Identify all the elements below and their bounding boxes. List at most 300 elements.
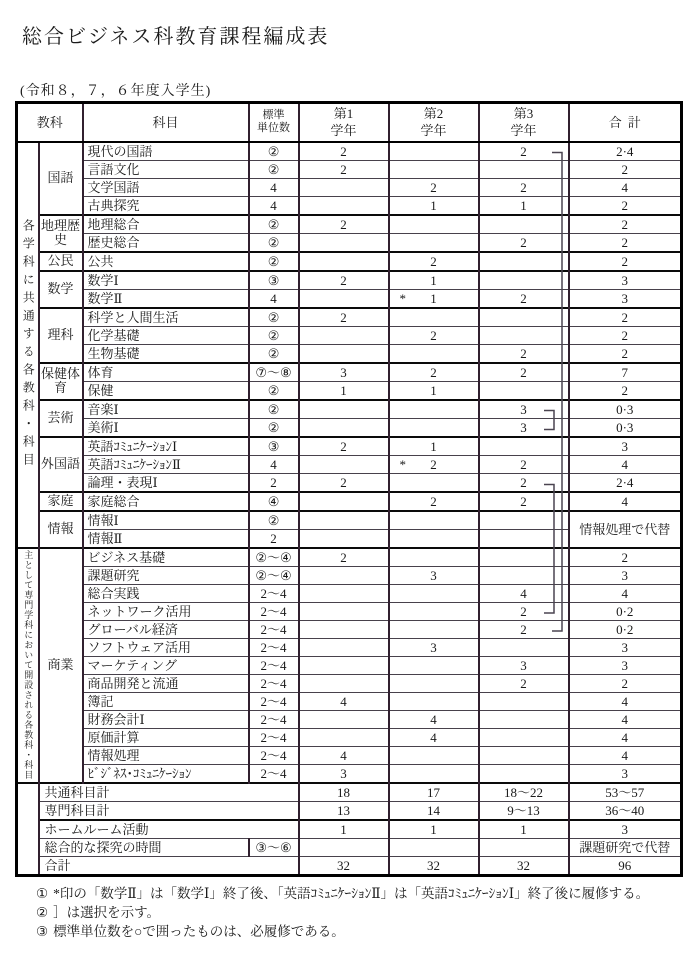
year3-cell: 9～13 — [479, 801, 569, 820]
table-row — [17, 746, 682, 764]
table-row — [17, 764, 682, 783]
credits-cell: 4 — [249, 289, 299, 308]
table-row — [17, 233, 682, 252]
footnote-marker: ① — [36, 885, 49, 901]
header-year1 — [299, 103, 389, 142]
year2-cell: 1 — [389, 820, 479, 839]
year2-cell — [389, 764, 479, 783]
section-side-label: 各学科に共通する各教科・科目 — [17, 142, 39, 548]
header-year3-bottom: 学年 — [510, 123, 537, 139]
year3-cell — [479, 764, 569, 783]
year1-cell — [299, 418, 389, 437]
year2-cell — [389, 674, 479, 692]
year3-cell — [479, 746, 569, 764]
year3-cell: 2 — [479, 142, 569, 161]
year2-cell: 1 — [389, 381, 479, 400]
table-row — [17, 548, 682, 567]
total-cell: 2 — [569, 381, 682, 400]
subject-area-cell: 商業 — [39, 548, 83, 783]
table-row — [17, 638, 682, 656]
year3-cell — [479, 326, 569, 344]
year3-cell: 2 — [479, 363, 569, 382]
credits-cell: 2～4 — [249, 710, 299, 728]
subject-cell: 家庭総合 — [83, 492, 249, 511]
footnotes — [36, 884, 696, 941]
year2-cell — [389, 584, 479, 602]
year1-cell — [299, 492, 389, 511]
table-row — [17, 511, 682, 530]
table-row — [17, 289, 682, 308]
summary-label-cell: ホームルーム活動 — [39, 820, 299, 839]
subject-cell: 情報Ⅱ — [83, 529, 249, 548]
table-row — [17, 160, 682, 178]
subject-cell: 地理総合 — [83, 215, 249, 234]
header-year3-top: 第3 — [513, 106, 534, 122]
year2-cell: 2 — [389, 492, 479, 511]
subject-cell: ソフトウェア活用 — [83, 638, 249, 656]
credits-cell: 2～4 — [249, 638, 299, 656]
year1-cell — [299, 252, 389, 271]
total-cell: 課題研究で代替 — [569, 838, 682, 856]
total-cell: 3 — [569, 764, 682, 783]
footnote-marker: ③ — [36, 923, 49, 939]
header-credits — [249, 103, 299, 142]
credits-cell: ② — [249, 308, 299, 327]
table-row — [17, 363, 682, 382]
year3-cell — [479, 511, 569, 530]
table-row — [17, 400, 682, 419]
year2-cell — [389, 400, 479, 419]
year2-cell: 1 — [389, 271, 479, 290]
credits-cell: ② — [249, 511, 299, 530]
summary-row — [17, 801, 682, 820]
subject-cell: ビジネス基礎 — [83, 548, 249, 567]
year2-cell: 2 — [389, 178, 479, 196]
year1-cell — [299, 656, 389, 674]
year1-cell — [299, 566, 389, 584]
table-row — [17, 381, 682, 400]
year1-cell — [299, 400, 389, 419]
year1-cell — [299, 674, 389, 692]
header-year1-top: 第1 — [333, 106, 354, 122]
header-subject-area: 教科 — [17, 103, 83, 142]
cohort-note: (令和８，７，６年度入学生) — [20, 84, 212, 99]
subject-cell: 古典探究 — [83, 196, 249, 215]
total-cell: 2 — [569, 674, 682, 692]
year1-cell: 32 — [299, 856, 389, 875]
total-cell: 3 — [569, 656, 682, 674]
subject-cell: 数学Ⅰ — [83, 271, 249, 290]
year3-cell: 2 — [479, 674, 569, 692]
year2-cell: 4 — [389, 710, 479, 728]
total-cell: 4 — [569, 692, 682, 710]
year1-cell: 4 — [299, 692, 389, 710]
total-cell: 4 — [569, 710, 682, 728]
header-credits-line2: 単位数 — [257, 122, 291, 135]
total-cell: 96 — [569, 856, 682, 875]
year2-cell — [389, 418, 479, 437]
year1-cell: 3 — [299, 363, 389, 382]
year3-cell — [479, 381, 569, 400]
year2-cell — [389, 344, 479, 363]
footnote — [36, 922, 696, 941]
year1-cell: 13 — [299, 801, 389, 820]
total-cell: 2 — [569, 344, 682, 363]
credits-cell: ② — [249, 381, 299, 400]
year3-cell — [479, 529, 569, 548]
year2-cell: 2 — [389, 252, 479, 271]
total-cell: 4 — [569, 178, 682, 196]
total-cell: 4 — [569, 746, 682, 764]
subject-cell: グローバル経済 — [83, 620, 249, 638]
total-cell: 36～40 — [569, 801, 682, 820]
year2-cell: 32 — [389, 856, 479, 875]
year3-cell: 3 — [479, 418, 569, 437]
year1-cell — [299, 638, 389, 656]
total-cell: 2 — [569, 326, 682, 344]
subject-cell: 英語ｺﾐｭﾆｹｰｼｮﾝⅡ — [83, 455, 249, 473]
table-row — [17, 566, 682, 584]
summary-label-cell: 合計 — [39, 856, 299, 875]
subject-cell: 総合実践 — [83, 584, 249, 602]
subject-cell: ﾋﾞｼﾞﾈｽ･ｺﾐｭﾆｹｰｼｮﾝ — [83, 764, 249, 783]
table-row — [17, 215, 682, 234]
total-cell: 3 — [569, 820, 682, 839]
year2-cell — [389, 529, 479, 548]
total-cell: 0·3 — [569, 418, 682, 437]
year3-cell — [479, 548, 569, 567]
year2-cell — [389, 838, 479, 856]
year2-cell — [389, 160, 479, 178]
year3-cell — [479, 728, 569, 746]
year3-cell: 2 — [479, 455, 569, 473]
table-body — [17, 142, 682, 876]
summary-label-cell: 専門科目計 — [39, 801, 299, 820]
credits-cell: 4 — [249, 455, 299, 473]
year2-cell: 2 — [389, 326, 479, 344]
subject-cell: 課題研究 — [83, 566, 249, 584]
table-row — [17, 728, 682, 746]
header-row — [17, 103, 682, 142]
prerequisite-asterisk: * — [399, 456, 407, 472]
year1-cell — [299, 344, 389, 363]
subject-cell: 保健 — [83, 381, 249, 400]
credits-cell: 2～4 — [249, 656, 299, 674]
footnote-text: ］は選択を示す。 — [53, 904, 161, 920]
subject-cell: 数学Ⅱ — [83, 289, 249, 308]
total-cell: 情報処理で代替 — [569, 511, 682, 548]
year1-cell — [299, 602, 389, 620]
subject-cell: 音楽Ⅰ — [83, 400, 249, 419]
year3-cell — [479, 710, 569, 728]
total-cell: 2 — [569, 196, 682, 215]
table-row — [17, 271, 682, 290]
table-row — [17, 252, 682, 271]
year1-cell: 2 — [299, 142, 389, 161]
subject-cell: 公共 — [83, 252, 249, 271]
credits-cell: ② — [249, 160, 299, 178]
year2-cell — [389, 620, 479, 638]
table-row — [17, 584, 682, 602]
year2-cell — [389, 455, 479, 473]
subject-cell: 科学と人間生活 — [83, 308, 249, 327]
year3-cell — [479, 566, 569, 584]
total-cell: 4 — [569, 492, 682, 511]
year1-cell — [299, 529, 389, 548]
credit-value: 2 — [430, 456, 437, 472]
subject-cell: マーケティング — [83, 656, 249, 674]
subject-cell: 体育 — [83, 363, 249, 382]
header-year1-bottom: 学年 — [330, 123, 357, 139]
year3-cell: 2 — [479, 344, 569, 363]
prerequisite-asterisk: * — [399, 290, 407, 306]
credits-cell: 2 — [249, 473, 299, 492]
section-side-label: 主として専門学科において開設される各教科・科目 — [17, 548, 39, 783]
credits-cell: 2 — [249, 529, 299, 548]
subject-cell: 商品開発と流通 — [83, 674, 249, 692]
subject-area-cell: 地理歴史 — [39, 215, 83, 252]
header-subject: 科目 — [83, 103, 249, 142]
table-row — [17, 196, 682, 215]
total-cell: 2 — [569, 233, 682, 252]
credits-cell: ② — [249, 418, 299, 437]
total-cell: 4 — [569, 728, 682, 746]
year1-cell — [299, 326, 389, 344]
subject-area-cell: 保健体育 — [39, 363, 83, 400]
year1-cell: 2 — [299, 548, 389, 567]
subject-cell: 原価計算 — [83, 728, 249, 746]
year3-cell: 32 — [479, 856, 569, 875]
credits-cell: 2～4 — [249, 746, 299, 764]
year3-cell: 18～22 — [479, 783, 569, 802]
table-row — [17, 620, 682, 638]
credits-cell: ④ — [249, 492, 299, 511]
header-year2-bottom: 学年 — [420, 123, 447, 139]
credits-cell: ②～④ — [249, 548, 299, 567]
year1-cell — [299, 455, 389, 473]
credits-cell: ② — [249, 252, 299, 271]
table-row — [17, 492, 682, 511]
subject-cell: 論理・表現Ⅰ — [83, 473, 249, 492]
credits-cell: ② — [249, 400, 299, 419]
year3-cell: 3 — [479, 400, 569, 419]
credits-cell: 2～4 — [249, 764, 299, 783]
credits-cell: ② — [249, 142, 299, 161]
year3-cell: 2 — [479, 492, 569, 511]
year2-cell: 1 — [389, 437, 479, 456]
credits-cell: 4 — [249, 178, 299, 196]
year1-cell: 2 — [299, 437, 389, 456]
header-total: 合計 — [569, 103, 682, 142]
subject-cell: ネットワーク活用 — [83, 602, 249, 620]
page-title: 総合ビジネス科教育課程編成表 — [22, 26, 330, 48]
year1-cell: 18 — [299, 783, 389, 802]
year2-cell — [389, 308, 479, 327]
year1-cell: 1 — [299, 820, 389, 839]
total-cell: 2 — [569, 308, 682, 327]
year3-cell — [479, 437, 569, 456]
credits-cell: 2～4 — [249, 602, 299, 620]
subject-cell: 情報Ⅰ — [83, 511, 249, 530]
side-spacer-cell — [17, 783, 39, 876]
year2-cell — [389, 473, 479, 492]
credits-cell: ⑦～⑧ — [249, 363, 299, 382]
summary-row — [17, 783, 682, 802]
year1-cell: 2 — [299, 473, 389, 492]
curriculum-table-wrap — [15, 101, 686, 877]
header-year3 — [479, 103, 569, 142]
total-cell: 3 — [569, 271, 682, 290]
subject-area-cell: 芸術 — [39, 400, 83, 437]
year1-cell — [299, 511, 389, 530]
total-cell: 2 — [569, 252, 682, 271]
table-row — [17, 437, 682, 456]
subject-cell: 英語ｺﾐｭﾆｹｰｼｮﾝⅠ — [83, 437, 249, 456]
subject-area-cell: 情報 — [39, 511, 83, 548]
credits-cell: 2～4 — [249, 620, 299, 638]
year1-cell — [299, 178, 389, 196]
footnote — [36, 884, 696, 903]
year1-cell: 2 — [299, 271, 389, 290]
table-row — [17, 142, 682, 161]
table-row — [17, 178, 682, 196]
total-cell: 2 — [569, 548, 682, 567]
summary-label-cell: 総合的な探究の時間 — [39, 838, 249, 856]
total-cell: 2·4 — [569, 473, 682, 492]
total-cell: 0·2 — [569, 602, 682, 620]
year3-cell — [479, 838, 569, 856]
credits-cell: 2～4 — [249, 584, 299, 602]
subject-area-cell: 国語 — [39, 142, 83, 215]
year1-cell — [299, 196, 389, 215]
credits-cell: ②～④ — [249, 566, 299, 584]
subject-area-cell: 外国語 — [39, 437, 83, 492]
credits-cell: ② — [249, 233, 299, 252]
table-row — [17, 602, 682, 620]
curriculum-page — [0, 20, 696, 978]
subject-area-cell: 家庭 — [39, 492, 83, 511]
total-cell: 3 — [569, 437, 682, 456]
year3-cell: 2 — [479, 620, 569, 638]
year2-cell — [389, 511, 479, 530]
year1-cell — [299, 710, 389, 728]
total-cell: 53～57 — [569, 783, 682, 802]
year1-cell: 4 — [299, 746, 389, 764]
table-row — [17, 455, 682, 473]
subject-cell: 情報処理 — [83, 746, 249, 764]
header-year2 — [389, 103, 479, 142]
year3-cell: 1 — [479, 196, 569, 215]
credits-cell: 2～4 — [249, 728, 299, 746]
credits-cell: ② — [249, 215, 299, 234]
credits-cell: ③ — [249, 437, 299, 456]
summary-label-cell: 共通科目計 — [39, 783, 299, 802]
subject-cell: 財務会計Ⅰ — [83, 710, 249, 728]
year2-cell — [389, 656, 479, 674]
summary-row — [17, 820, 682, 839]
year3-cell — [479, 215, 569, 234]
year1-cell: 2 — [299, 308, 389, 327]
year2-cell — [389, 602, 479, 620]
table-row — [17, 326, 682, 344]
year1-cell — [299, 620, 389, 638]
credits-cell: 4 — [249, 196, 299, 215]
year2-cell: 3 — [389, 566, 479, 584]
subject-area-cell: 理科 — [39, 308, 83, 363]
year3-cell: 2 — [479, 602, 569, 620]
total-cell: 2 — [569, 215, 682, 234]
year3-cell — [479, 692, 569, 710]
footnote-text: *印の「数学Ⅱ」は「数学Ⅰ」終了後、「英語ｺﾐｭﾆｹｰｼｮﾝⅡ」は「英語ｺﾐｭﾆｹｰｼｮﾝⅠ」終了後に履修する。 — [53, 885, 650, 901]
header-year2-top: 第2 — [423, 106, 444, 122]
summary-row — [17, 856, 682, 875]
year2-cell — [389, 692, 479, 710]
year2-cell: 4 — [389, 728, 479, 746]
table-row — [17, 308, 682, 327]
year3-cell: 2 — [479, 473, 569, 492]
table-row — [17, 473, 682, 492]
table-row — [17, 674, 682, 692]
year3-cell — [479, 271, 569, 290]
subject-cell: 化学基礎 — [83, 326, 249, 344]
header-credits-line1: 標準 — [262, 109, 285, 122]
year1-cell — [299, 728, 389, 746]
credits-cell: 2～4 — [249, 674, 299, 692]
footnote — [36, 903, 696, 922]
table-header — [17, 103, 682, 142]
year2-cell — [389, 142, 479, 161]
year3-cell — [479, 252, 569, 271]
total-cell: 2 — [569, 160, 682, 178]
footnote-marker: ② — [36, 904, 49, 920]
total-cell: 3 — [569, 566, 682, 584]
subject-area-cell: 数学 — [39, 271, 83, 308]
credit-value: 1 — [430, 290, 437, 306]
year2-cell — [389, 746, 479, 764]
credits-cell: ③～⑥ — [249, 838, 299, 856]
curriculum-table — [15, 101, 683, 877]
total-cell: 2·4 — [569, 142, 682, 161]
footnote-text: 標準単位数を○で囲ったものは、必履修である。 — [53, 923, 345, 939]
year1-cell: 2 — [299, 215, 389, 234]
year3-cell: 2 — [479, 233, 569, 252]
year3-cell — [479, 160, 569, 178]
year2-cell: 1 — [389, 196, 479, 215]
table-row — [17, 710, 682, 728]
year1-cell — [299, 838, 389, 856]
credits-cell: ③ — [249, 271, 299, 290]
year1-cell: 3 — [299, 764, 389, 783]
year2-cell: 2 — [389, 363, 479, 382]
year2-cell — [389, 548, 479, 567]
credits-cell: 2～4 — [249, 692, 299, 710]
total-cell: 3 — [569, 289, 682, 308]
year1-cell — [299, 233, 389, 252]
year3-cell: 2 — [479, 289, 569, 308]
table-row — [17, 418, 682, 437]
year3-cell: 3 — [479, 656, 569, 674]
year2-cell: 17 — [389, 783, 479, 802]
year2-cell: 14 — [389, 801, 479, 820]
summary-row — [17, 838, 682, 856]
year3-cell — [479, 308, 569, 327]
year1-cell — [299, 289, 389, 308]
year1-cell: 2 — [299, 160, 389, 178]
subject-cell: 歴史総合 — [83, 233, 249, 252]
total-cell: 0·2 — [569, 620, 682, 638]
year1-cell: 1 — [299, 381, 389, 400]
subject-cell: 美術Ⅰ — [83, 418, 249, 437]
